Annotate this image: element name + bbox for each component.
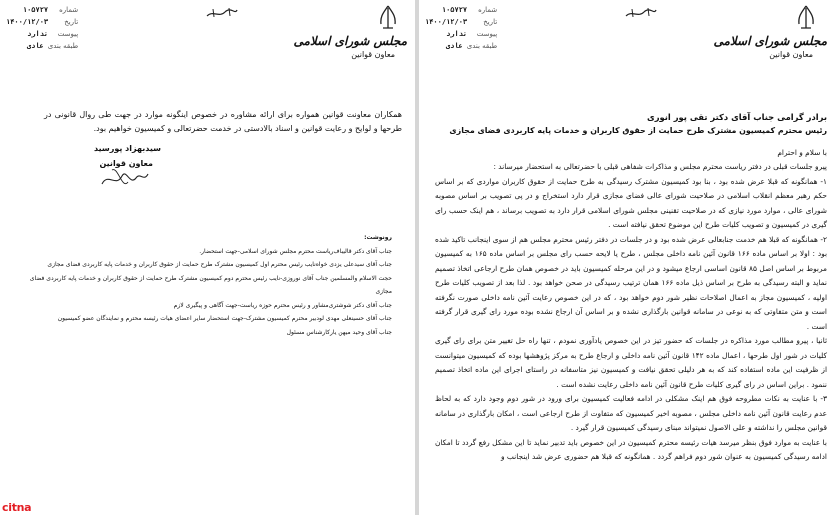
addressee: برادر گرامی جناب آقای دکتر تقی پور انوری [647,112,827,122]
body-paragraph: پیرو جلسات قبلی در دفتر ریاست محترم مجلس و مذاکرات شفاهی قبلی با حضرتعالی به استحضار میرساند : [493,162,827,171]
letter-number: ۱۰۵۷۲۷ [441,6,468,14]
basmala-calligraphy [205,6,239,20]
attachment-label: پیوست [57,30,79,38]
letter-page-1 [419,0,835,515]
body-paragraph: ۳- با عنایت به نکات مطروحه فوق هم اینک مشکلی در ادامه فعالیت کمیسیون برای ورود در شور دوم وجود دارد که به لحاظ عدم رعایت قانون آئین نامه داخلی مجلس ، مصوبه اخیر کمیسیون که متفاوت از طرح ارجاعی است ، امکان بارگذاری در سامانه قوانین مجلس را نداشته و علی الاصول نمیتواند مبنای رسیدگی کمیسیون قرار گیرد . [435,394,827,432]
date-label: تاریخ [64,18,79,26]
copies-header: رونوشت: [364,234,392,241]
body-paragraph: ثانیا ، پیرو مطالب مورد مذاکره در جلسات که حضور تیز در این خصوص یادآوری نمودم ، تنها راه حل تغییر متن برای رای گیری کلیات در شور اول طرحها ، اعمال ماده ۱۴۲ قانون آئین نامه داخلی و ارجاع طرح به مرکز پژوهشها بوده که کمیسیون میتوانست از ظرفیت این ماده استفاده کند که به هر دلیلی تحقق نیافت و کمیسیون نیز متاسفانه در راستای اجرای این ماده اتخاذ تصمیم ننمود . براین اساس در رای گیری کلیات طرح قانون آئین نامه داخلی رعایت نشده است . [435,336,827,389]
closing-paragraph: همکاران معاونت قوانین همواره برای ارائه مشاوره در خصوص اینگونه موارد در جهت طی روال قانونی در طرحها و لوایح و رعایت قوانین و اسناد بالادستی در خدمت حضرتعالی و کمیسیون خواهیم بود. [44,110,402,133]
emblem-icon [793,4,819,32]
emblem-icon [375,4,401,32]
signatory-title: معاون قوانین [99,159,153,168]
addressee-title: رئیس محترم کمیسیون مشترک طرح حمایت از حقوق کاربران و خدمات پایه کاربردی فضای مجازی [449,126,827,135]
copy-recipient: حجت الاسلام والمسلمین جناب آقای نوروزی-نایب رئیس محترم دوم کمیسیون مشترک طرح حمایت از حقوق کاربران و خدمات پایه کاربردی فضای مجازی [29,274,392,295]
letter-page-2 [0,0,415,515]
classification-value: عادی [26,42,44,50]
copy-recipient: جناب آقای دکتر قالیباف‌ریاست محترم مجلس شورای اسلامی‌-جهت استحضار. [199,247,392,255]
number-label: شماره [59,6,79,14]
signatory-name: سیدبهزاد پورسید [93,144,161,153]
site-watermark-logo: citna [2,501,32,514]
copy-recipient: جناب آقای سیدعلی یزدی خواه‌نایب رئیس محترم اول کمیسیون مشترک طرح حمایت از حقوق کاربران و خدمات پایه کاربردی فضای مجازی [47,261,392,268]
classification-label: طبقه بندی [466,42,498,50]
copy-recipient: جناب آقای دکتر شوشتری‌مشاور و رئیس محترم حوزه ریاست-جهت آگاهی و پیگیری لازم [173,301,392,309]
copy-recipient: جناب آقای حسینعلی مهدی لودبیر محترم کمیسیون مشترک-جهت استحضار سایر اعضای هیات رئیسه محترم و نمایندگان عضو کمیسیون [57,315,392,322]
classification-value: عادی [445,42,463,50]
letter-date: ۱۴۰۰/۱۲/۰۳ [6,18,49,26]
greeting: با سلام و احترام [777,148,827,157]
body-paragraph: ۲- همانگونه که قبلا هم خدمت جنابعالی عرض شده بود و در جلسات در دفتر رئیس محترم مجلس هم از سوی اینجانب تاکید شده بود : اولا بر اساس ماده ۱۶۶ قانون آئین نامه داخلی مجلس ، طرح یا لایحه حسب رای مجلس بر اساس ماده ۱۶۵ به کمیسیون مربوط بر اساس اصل ۸۵ قانون اساسی ارجاع میشود و در این مرحله کمیسیون باید در خصوص همان طرح ارجاعی اتخاذ تصمیم نماید و البته رسیدگی به طرح بر اساس ذیل ماده ۱۶۶ همان ترتیب رسیدگی در صحن خواهد بود . لذا بعد از تصویب کلیات طرح اولیه ، کمیسیون مجاز به اعمال اصلاحات نظیر شور دوم خواهد بود ، که در این خصوص رعایت آئین نامه داخلی صورت نگرفته است و متن متفاوتی که به نوعی در سامانه قوانین بارگذاری نشده و بر اساس آن ارجاع نشده بوده مورد رای گیری قرار گرفته است . [435,234,827,331]
letter-number: ۱۰۵۷۲۷ [22,6,49,14]
attachment-label: پیوست [476,30,498,38]
attachment-value: ندارد [27,30,49,38]
handwritten-signature [98,162,152,192]
attachment-value: ندارد [446,30,468,38]
body-paragraph: با عنایت به موارد فوق بنظر میرسد هیات رئیسه محترم کمیسیون در این خصوص باید تدبیر نماید تا این مشکل رفع گردد تا امکان ادامه رسیدگی کمیسیون به عنوان شور دوم فراهم گردد . همانگونه که قبلا هم حضوری عرض شد اینجانب و [435,437,827,461]
body-paragraph: ۱- همانگونه که قبلا عرض شده بود ، بنا بود کمیسیون مشترک رسیدگی به طرح حمایت از حقوق کاربران مواردی که بر اساس حکم رهبر معظم انقلاب اسلامی در صلاحیت شورای عالی فضای مجازی قرار دارد استخراج و در پی تصویب بر اساس مصوبه شورای عالی ، موارد مورد نیازی که در صلاحیت تقنینی مجلس شورای اسلامی قرار دارد به تصویب برساند ، هم اینک حسب رای گیری در کمیسیون و تصویب کلیات طرح این موضوع تحقق نیافته است . [435,176,827,229]
classification-label: طبقه بندی [47,42,79,50]
date-label: تاریخ [483,18,498,26]
department-name: معاون قوانین [769,50,813,59]
letter-body [435,160,827,465]
parliament-logo-text: مجلس شورای اسلامی [293,34,407,48]
letter-meta [6,4,78,52]
number-label: شماره [478,6,498,14]
department-name: معاون قوانین [351,50,395,59]
basmala-calligraphy [624,6,658,20]
copies-list [28,231,392,339]
letter-meta [425,4,497,52]
copy-recipient: جناب آقای وحید میهن یار‌کارشناس مسئول [286,328,392,336]
parliament-logo-text: مجلس شورای اسلامی [713,34,827,48]
letter-date: ۱۴۰۰/۱۲/۰۳ [425,18,468,26]
